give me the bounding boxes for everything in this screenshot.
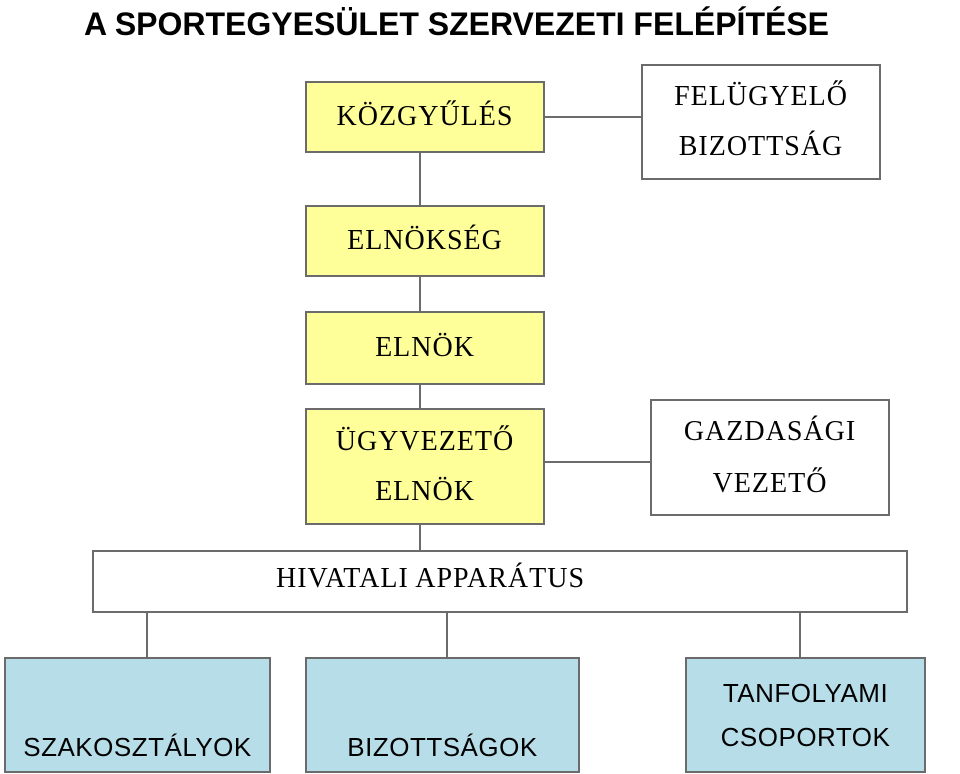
node-tanfolyami-label-line1: TANFOLYAMI: [722, 678, 889, 708]
node-elnok-label: ELNÖK: [375, 332, 475, 363]
node-hivatali-apparatus: [92, 550, 908, 613]
node-felugyelo-label-line1: FELÜGYELŐ: [674, 81, 848, 112]
connector-elnok-ugyvezeto: [419, 384, 421, 409]
connector-kozgyules-elnokseg: [419, 152, 421, 206]
node-gazdasagi-vezeto: [650, 399, 890, 516]
node-felugyelo-label-line2: BIZOTTSÁG: [678, 131, 844, 162]
connector-hivatali-tanfolyami: [799, 612, 801, 658]
node-ugyvezeto-label-line2: ELNÖK: [375, 475, 475, 507]
node-gazdasagi-label-line2: VEZETŐ: [712, 467, 828, 499]
connector-elnokseg-elnok: [419, 276, 421, 312]
node-felugyelo-bizottsag: [641, 64, 881, 180]
node-bizottsagok: [305, 657, 580, 773]
node-tanfolyami-label-line2: CSOPORTOK: [720, 722, 891, 752]
connector-hivatali-szakosztalyok: [146, 612, 148, 658]
connector-kozgyules-felugyelo: [545, 116, 642, 118]
node-kozgyules: [305, 81, 545, 153]
connector-ugyvezeto-hivatali: [419, 524, 421, 551]
node-hivatali-label: HIVATALI APPARÁTUS: [276, 563, 586, 594]
connector-hivatali-bizottsagok: [446, 612, 448, 658]
node-ugyvezeto-elnok: [305, 408, 545, 525]
node-szakosztalyok-label: SZAKOSZTÁLYOK: [23, 732, 252, 762]
node-elnokseg-label: ELNÖKSÉG: [347, 225, 503, 256]
node-gazdasagi-label-line1: GAZDASÁGI: [683, 415, 857, 447]
node-ugyvezeto-label-line1: ÜGYVEZETŐ: [335, 425, 515, 457]
node-kozgyules-label: KÖZGYŰLÉS: [336, 101, 514, 132]
node-szakosztalyok: [4, 657, 271, 773]
connector-ugyvezeto-gazdasagi: [545, 461, 651, 463]
page-title: A SPORTEGYESÜLET SZERVEZETI FELÉPÍTÉSE: [84, 6, 830, 42]
node-elnokseg: [305, 205, 545, 277]
node-tanfolyami-csoportok: [685, 657, 926, 773]
node-bizottsagok-label: BIZOTTSÁGOK: [347, 732, 538, 762]
node-elnok: [305, 311, 545, 385]
